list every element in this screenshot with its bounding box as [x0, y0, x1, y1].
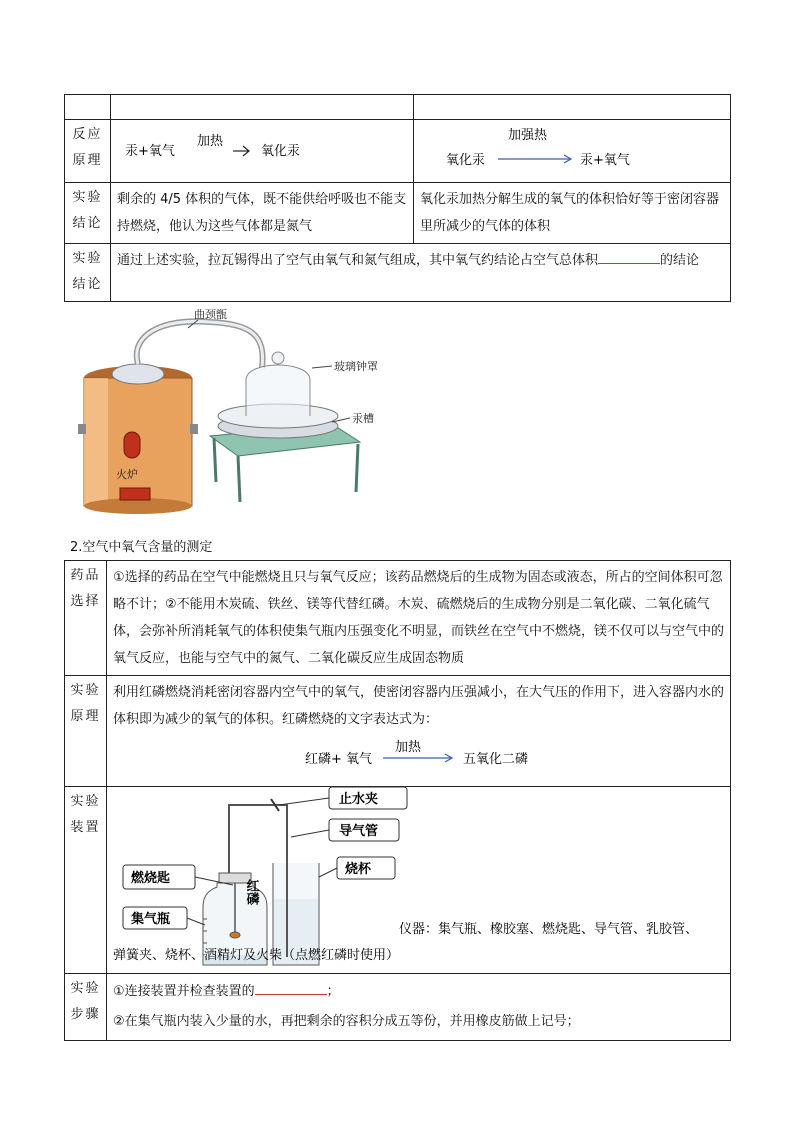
table-oxygen-measurement — [64, 560, 731, 1041]
cell-apparatus — [107, 787, 731, 974]
eq-reactant: 红磷+ 氧气 — [305, 752, 373, 767]
cell-right-equation — [414, 120, 731, 183]
retort-flask — [112, 364, 164, 384]
equation-mercury-oxide-decomposition — [414, 120, 731, 172]
delivery-tube — [229, 805, 287, 873]
label-furnace: 火炉 — [116, 468, 138, 481]
label-phosphorus: 红磷 — [243, 879, 259, 905]
conclusion-text-end: 的结论 — [660, 253, 700, 268]
cell-empty-label — [65, 95, 111, 120]
glass-bell-jar — [246, 365, 310, 416]
label-trough: 汞槽 — [352, 412, 374, 425]
table-row — [65, 787, 731, 974]
answer-blank — [255, 980, 327, 995]
cell-right-conclusion: 氧化汞加热分解生成的氧气的体积恰好等于密闭容器里所减少的气体的体积 — [414, 183, 731, 244]
equation-mercury-oxygen — [111, 120, 414, 172]
table-row — [65, 183, 731, 244]
label-spoon: 燃烧匙 — [131, 871, 171, 886]
row-label-reagent-choice: 药品选择 — [65, 561, 107, 676]
instruments-line2: 弹簧夹、烧杯、酒精灯及火柴（点燃红磷时使用） — [113, 948, 400, 963]
equation-phosphorus-combustion — [113, 733, 713, 773]
row-label-conclusion: 实验结论 — [65, 183, 111, 244]
table-row — [65, 974, 731, 1041]
conclusion-text: 通过上述实验，拉瓦锡得出了空气由氧气和氮气组成，其中氧气约结论占空气总体积 — [117, 253, 599, 268]
cell-empty-right — [414, 95, 731, 120]
cell-merged-conclusion — [111, 244, 731, 302]
cell-left-equation — [111, 120, 414, 183]
cell-reagent-choice: ①选择的药品在空气中能燃烧且只与氧气反应；该药品燃烧后的生成物为固态或液态，所占的空间体积可忽略不计；②不能用木炭硫、铁丝、镁等代替红磷。木炭、硫燃烧后的生成物分别是二氧化碳、二氧化硫气体，会弥补所消耗氧气的体积使集气瓶内压强变化不明显，而铁丝在空气中不燃烧，镁不仅可以与空气中的氧气反应，也能与空气中的氮气、二氧化碳反应生成固态物质 — [107, 561, 731, 676]
eq-condition: 加热 — [395, 740, 422, 755]
table-row — [65, 120, 731, 183]
eq-condition: 加强热 — [508, 128, 548, 143]
row-label-conclusion-2: 实验结论 — [65, 244, 111, 302]
row-label-principle: 实验原理 — [65, 676, 107, 787]
section-title: 2.空气中氧气含量的测定 — [70, 540, 213, 555]
label-bottle: 集气瓶 — [131, 912, 171, 927]
eq-condition: 加热 — [197, 134, 224, 149]
cell-principle — [107, 676, 731, 787]
table-row — [65, 561, 731, 676]
row-label-apparatus: 实验装置 — [65, 787, 107, 974]
label-beaker: 烧杯 — [345, 862, 372, 877]
label-retort: 曲颈甑 — [194, 308, 227, 321]
table-row — [65, 676, 731, 787]
eq-product: 汞+氧气 — [580, 153, 630, 168]
cell-empty-left — [111, 95, 414, 120]
diagram-oxygen-apparatus — [107, 787, 729, 973]
answer-blank — [598, 249, 660, 264]
cell-left-conclusion: 剩余的 4/5 体积的气体，既不能供给呼吸也不能支持燃烧，他认为这些气体都是氮气 — [111, 183, 414, 244]
instruments-line1: 仪器：集气瓶、橡胶塞、燃烧匙、导气管、乳胶管、 — [399, 922, 699, 937]
table-row — [65, 95, 731, 120]
label-bell-jar: 玻璃钟罩 — [334, 360, 378, 373]
step-2: ②在集气瓶内装入少量的水，再把剩余的容积分成五等份，并用橡皮筋做上记号； — [113, 1014, 580, 1029]
row-label-steps: 实验步骤 — [65, 974, 107, 1041]
eq-reactant: 汞+氧气 — [125, 144, 175, 159]
furnace-fire-window — [124, 432, 140, 458]
eq-reactant: 氧化汞 — [446, 153, 486, 168]
step-1: ①连接装置并检查装置的 ； — [113, 977, 724, 1007]
table-lavoisier-experiment — [64, 94, 731, 302]
phosphorus-in-spoon — [230, 932, 240, 938]
cell-steps — [107, 974, 731, 1041]
figure-lavoisier-apparatus — [70, 306, 378, 516]
table-row — [65, 244, 731, 302]
eq-product: 五氧化二磷 — [463, 752, 529, 767]
eq-product: 氧化汞 — [261, 144, 301, 159]
row-label-reaction-principle: 反应原理 — [65, 120, 111, 183]
label-clamp: 止水夹 — [339, 792, 379, 807]
principle-text: 利用红磷燃烧消耗密闭容器内空气中的氧气，使密闭容器内压强减小，在大气压的作用下，进入容器内水的体积即为减少的氧气的体积。红磷燃烧的文字表达式为： — [113, 685, 725, 727]
label-tube: 导气管 — [339, 824, 379, 839]
